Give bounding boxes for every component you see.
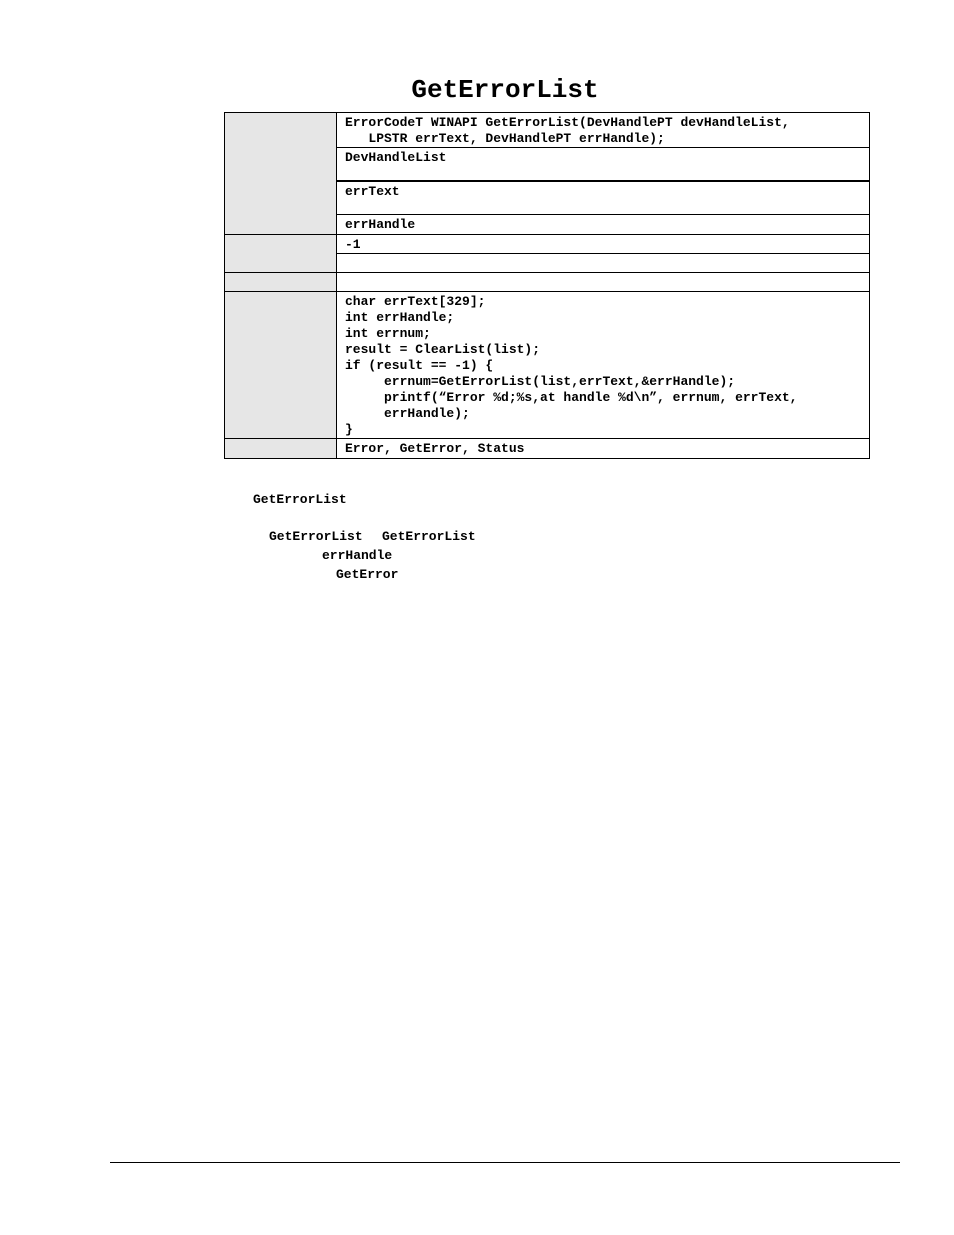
prototype-line: LPSTR errText, DevHandlePT errHandle); <box>345 131 665 146</box>
note-function-name: GetError <box>336 567 399 582</box>
code-line: printf(“Error %d;%s,at handle %d\n”, errnum, errText, <box>345 390 798 405</box>
footer-divider <box>110 1162 900 1163</box>
code-line: if (result == -1) { <box>345 358 494 373</box>
remarks-label-cell <box>225 273 337 292</box>
note-function-name: GetErrorList <box>269 529 363 544</box>
return-extra <box>337 254 869 256</box>
return-value-cell <box>337 235 870 254</box>
remarks-text <box>337 273 869 275</box>
see-also-row <box>225 439 870 459</box>
syntax-label-cell <box>225 113 337 235</box>
return-extra-cell <box>337 254 870 273</box>
param-name: DevHandleList <box>345 150 447 165</box>
code-line: int errHandle; <box>345 310 455 325</box>
see-also-label-cell <box>225 439 337 459</box>
param-err-text-cell <box>337 181 870 215</box>
code-line: int errnum; <box>345 326 431 341</box>
note-function-name: GetErrorList <box>253 492 347 507</box>
return-row <box>225 235 870 254</box>
remarks-cell <box>337 273 870 292</box>
function-reference-table <box>224 112 870 459</box>
see-also-cell <box>337 439 870 459</box>
code-line: errHandle); <box>345 406 470 421</box>
code-block <box>337 292 869 438</box>
page-title: GetErrorList <box>411 75 599 105</box>
example-row <box>225 292 870 439</box>
param-err-handle-cell <box>337 215 870 235</box>
param-dev-handle-list-cell <box>337 148 870 182</box>
code-line: char errText[329]; <box>345 294 486 309</box>
see-also-text: Error, GetError, Status <box>345 441 525 456</box>
code-line: } <box>345 422 353 437</box>
prototype-cell <box>337 113 870 148</box>
param-name: errHandle <box>345 217 416 232</box>
note-function-name: GetErrorList <box>382 529 476 544</box>
note-param-name: errHandle <box>322 548 393 563</box>
return-label-cell <box>225 235 337 273</box>
remarks-row <box>225 273 870 292</box>
example-code-cell <box>337 292 870 439</box>
example-label-cell <box>225 292 337 439</box>
code-line: errnum=GetErrorList(list,errText,&errHandle); <box>345 374 736 389</box>
return-value: -1 <box>345 237 361 252</box>
prototype-row <box>225 113 870 148</box>
code-line: result = ClearList(list); <box>345 342 541 357</box>
param-name: errText <box>345 184 400 199</box>
prototype-line: ErrorCodeT WINAPI GetErrorList(DevHandlePT devHandleList, <box>345 115 790 130</box>
